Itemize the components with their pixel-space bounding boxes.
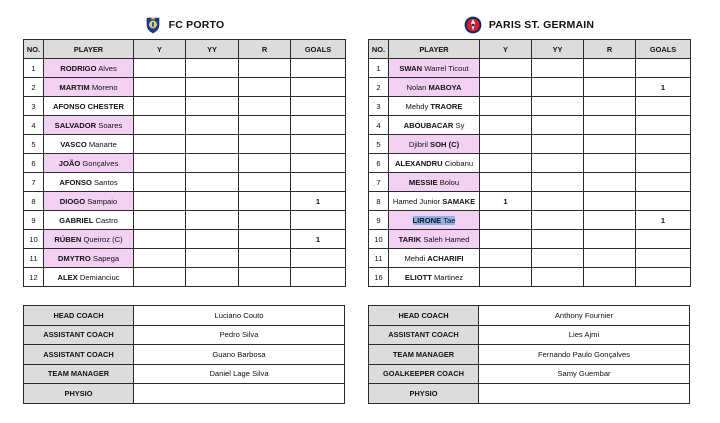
player-surname: DMYTRO <box>57 253 91 263</box>
player-given-name: Demianciuc <box>77 272 120 282</box>
player-row[interactable] <box>369 135 691 154</box>
player-surname: RÚBEN <box>54 234 82 244</box>
goals-cell[interactable] <box>636 173 691 192</box>
player-name-text <box>405 273 463 282</box>
red-card-cell[interactable] <box>584 211 636 230</box>
staff-name[interactable]: Anthony Fournier <box>479 306 690 326</box>
player-given-name: Ciobanu <box>442 158 474 168</box>
second-yellow-cell[interactable] <box>186 97 239 116</box>
player-name-text <box>406 102 463 111</box>
player-given-name: Gonçalves <box>80 158 119 168</box>
player-number: 1 <box>24 59 44 78</box>
player-name[interactable] <box>389 173 480 192</box>
yellow-card-cell[interactable] <box>480 249 532 268</box>
staff-row <box>24 325 345 345</box>
away-team-header <box>368 14 690 36</box>
player-name-text <box>54 235 122 244</box>
goals-cell[interactable] <box>291 97 346 116</box>
yellow-card-cell[interactable] <box>480 78 532 97</box>
yellow-card-cell[interactable] <box>480 230 532 249</box>
second-yellow-cell[interactable] <box>532 78 584 97</box>
player-row[interactable] <box>369 249 691 268</box>
player-given-name: Warrel Ticout <box>422 63 469 73</box>
home-players-table <box>23 39 346 287</box>
staff-name[interactable]: Lies Ajmi <box>479 325 690 345</box>
player-number: 6 <box>24 154 44 173</box>
goals-cell[interactable] <box>636 97 691 116</box>
staff-name[interactable] <box>479 384 690 404</box>
goals-cell[interactable] <box>291 116 346 135</box>
player-surname: SOH (C) <box>430 139 460 149</box>
player-name[interactable] <box>389 230 480 249</box>
player-name-text <box>406 83 461 92</box>
player-number: 5 <box>24 135 44 154</box>
player-number: 9 <box>369 211 389 230</box>
player-row[interactable] <box>369 211 691 230</box>
player-surname: RODRIGO <box>60 63 97 73</box>
player-name[interactable] <box>389 97 480 116</box>
player-given-name: Castro <box>93 215 118 225</box>
yellow-card-cell[interactable] <box>134 97 186 116</box>
col-header-y: Y <box>134 40 186 59</box>
player-name-text <box>413 216 456 225</box>
player-number: 3 <box>24 97 44 116</box>
player-name[interactable] <box>44 135 134 154</box>
player-surname: ALEX <box>57 272 78 282</box>
player-given-name: Bolou <box>437 177 460 187</box>
player-name[interactable] <box>389 116 480 135</box>
player-row[interactable] <box>24 154 346 173</box>
player-row[interactable] <box>369 78 691 97</box>
player-surname: ALEXANDRU <box>394 158 443 168</box>
player-name-text <box>60 64 117 73</box>
player-row[interactable] <box>369 59 691 78</box>
player-row[interactable] <box>24 249 346 268</box>
player-number: 16 <box>369 268 389 287</box>
player-first-name: Djibril <box>408 139 430 149</box>
goals-cell[interactable] <box>636 154 691 173</box>
second-yellow-cell[interactable] <box>532 59 584 78</box>
staff-role: PHYSIO <box>24 384 134 404</box>
second-yellow-cell[interactable] <box>186 154 239 173</box>
player-surname: ABOUBACAR <box>403 120 454 130</box>
player-surname: SAMAKE <box>442 196 476 206</box>
yellow-card-cell[interactable] <box>480 116 532 135</box>
player-given-name: Moreno <box>89 82 118 92</box>
red-card-cell[interactable] <box>584 249 636 268</box>
player-number: 6 <box>369 154 389 173</box>
player-number: 9 <box>24 211 44 230</box>
player-name[interactable] <box>389 249 480 268</box>
player-given-name: Santos <box>91 177 118 187</box>
player-name-text <box>60 197 117 206</box>
yellow-card-cell[interactable] <box>134 59 186 78</box>
staff-row <box>24 384 345 404</box>
staff-role: ASSISTANT COACH <box>369 325 479 345</box>
player-surname: MABOYA <box>428 82 462 92</box>
player-name[interactable] <box>389 78 480 97</box>
away-team-name: PARIS ST. GERMAIN <box>488 19 595 31</box>
red-card-cell[interactable] <box>584 192 636 211</box>
player-number: 7 <box>24 173 44 192</box>
second-yellow-cell[interactable] <box>186 249 239 268</box>
staff-name[interactable]: Fernando Paulo Gonçalves <box>479 345 690 365</box>
staff-role: HEAD COACH <box>369 306 479 326</box>
player-name-text <box>399 235 470 244</box>
player-name[interactable] <box>44 78 134 97</box>
yellow-card-cell[interactable] <box>480 211 532 230</box>
player-name[interactable] <box>44 97 134 116</box>
red-card-cell[interactable] <box>239 192 291 211</box>
player-surname: ACHARIFI <box>427 253 464 263</box>
player-surname: SWAN <box>399 63 423 73</box>
red-card-cell[interactable] <box>239 154 291 173</box>
yellow-card-cell[interactable] <box>134 211 186 230</box>
player-name-text <box>409 178 459 187</box>
player-surname: ELIOTT <box>404 272 432 282</box>
goals-cell[interactable]: 1 <box>291 192 346 211</box>
red-card-cell[interactable] <box>584 135 636 154</box>
staff-name[interactable]: Daniel Lage Silva <box>134 364 345 384</box>
player-number: 7 <box>369 173 389 192</box>
staff-name[interactable]: Samy Guembar <box>479 364 690 384</box>
goals-cell[interactable] <box>636 116 691 135</box>
away-staff-panel <box>368 305 690 404</box>
staff-name[interactable]: Guano Barbosa <box>134 345 345 365</box>
player-surname: DIOGO <box>59 196 86 206</box>
yellow-card-cell[interactable] <box>480 268 532 287</box>
player-name-text <box>404 254 463 263</box>
player-name-text <box>59 216 118 225</box>
goals-cell[interactable] <box>291 59 346 78</box>
player-name[interactable] <box>44 154 134 173</box>
second-yellow-cell[interactable] <box>186 173 239 192</box>
goals-cell[interactable] <box>636 268 691 287</box>
player-given-name: Sy <box>453 120 465 130</box>
player-given-name: Saleh Hamed <box>421 234 470 244</box>
red-card-cell[interactable] <box>584 230 636 249</box>
player-name[interactable] <box>44 173 134 192</box>
red-card-cell[interactable] <box>239 173 291 192</box>
player-given-name: Queiroz (C) <box>81 234 123 244</box>
red-card-cell[interactable] <box>584 59 636 78</box>
player-surname: JOÃO <box>58 158 81 168</box>
goals-cell[interactable] <box>291 268 346 287</box>
player-surname: AFONSO CHESTER <box>53 101 124 111</box>
red-card-cell[interactable] <box>584 268 636 287</box>
player-number: 2 <box>24 78 44 97</box>
staff-role: TEAM MANAGER <box>369 345 479 365</box>
player-number: 4 <box>369 116 389 135</box>
yellow-card-cell[interactable] <box>134 268 186 287</box>
second-yellow-cell[interactable] <box>186 230 239 249</box>
goals-cell[interactable] <box>636 192 691 211</box>
player-name[interactable] <box>389 135 480 154</box>
yellow-card-cell[interactable] <box>134 154 186 173</box>
player-name[interactable] <box>389 268 480 287</box>
yellow-card-cell[interactable] <box>134 173 186 192</box>
staff-role: TEAM MANAGER <box>24 364 134 384</box>
player-given-name: Martinez <box>431 272 464 282</box>
player-row[interactable] <box>369 97 691 116</box>
red-card-cell[interactable] <box>239 97 291 116</box>
player-number: 5 <box>369 135 389 154</box>
away-table-header-row <box>369 40 691 59</box>
staff-name[interactable]: Luciano Couto <box>134 306 345 326</box>
red-card-cell[interactable] <box>239 59 291 78</box>
goals-cell[interactable]: 1 <box>636 78 691 97</box>
player-name-text <box>59 83 117 92</box>
second-yellow-cell[interactable] <box>532 154 584 173</box>
staff-row <box>24 364 345 384</box>
second-yellow-cell[interactable] <box>186 192 239 211</box>
player-name[interactable] <box>44 59 134 78</box>
second-yellow-cell[interactable] <box>532 230 584 249</box>
col-header-yy: YY <box>186 40 239 59</box>
second-yellow-cell[interactable] <box>186 116 239 135</box>
red-card-cell[interactable] <box>584 116 636 135</box>
col-header-no: NO. <box>369 40 389 59</box>
staff-name[interactable] <box>134 384 345 404</box>
home-team-sheet <box>23 14 345 287</box>
player-name[interactable] <box>389 192 480 211</box>
staff-row <box>369 384 690 404</box>
player-name[interactable] <box>389 154 480 173</box>
second-yellow-cell[interactable] <box>186 59 239 78</box>
player-row[interactable] <box>24 135 346 154</box>
player-surname: SALVADOR <box>54 120 97 130</box>
player-surname: MARTIM <box>59 82 90 92</box>
player-first-name: Mehdi <box>404 253 428 263</box>
yellow-card-cell[interactable] <box>134 230 186 249</box>
player-row[interactable] <box>24 97 346 116</box>
col-header-player: PLAYER <box>44 40 134 59</box>
player-given-name: Sapega <box>90 253 120 263</box>
player-row[interactable] <box>369 154 691 173</box>
yellow-card-cell[interactable] <box>134 135 186 154</box>
fc-porto-crest-icon <box>144 16 162 34</box>
player-name[interactable] <box>389 59 480 78</box>
player-surname: LIRONE <box>412 215 442 225</box>
staff-row <box>369 306 690 326</box>
goals-cell[interactable] <box>291 173 346 192</box>
second-yellow-cell[interactable] <box>532 211 584 230</box>
player-number: 1 <box>369 59 389 78</box>
staff-row <box>24 306 345 326</box>
yellow-card-cell[interactable]: 1 <box>480 192 532 211</box>
player-name-text <box>59 178 117 187</box>
away-team-sheet <box>368 14 690 287</box>
yellow-card-cell[interactable] <box>480 173 532 192</box>
second-yellow-cell[interactable] <box>532 249 584 268</box>
yellow-card-cell[interactable] <box>480 154 532 173</box>
home-team-name: FC PORTO <box>168 19 225 31</box>
goals-cell[interactable] <box>291 78 346 97</box>
staff-row <box>369 345 690 365</box>
player-given-name: Manarte <box>86 139 117 149</box>
player-name[interactable] <box>44 211 134 230</box>
second-yellow-cell[interactable] <box>186 211 239 230</box>
col-header-goals: GOALS <box>636 40 691 59</box>
player-surname: GABRIEL <box>59 215 94 225</box>
player-name[interactable] <box>44 230 134 249</box>
player-name-text <box>409 140 459 149</box>
player-number: 10 <box>24 230 44 249</box>
red-card-cell[interactable] <box>239 116 291 135</box>
player-name-text <box>399 64 468 73</box>
yellow-card-cell[interactable] <box>480 97 532 116</box>
red-card-cell[interactable] <box>239 135 291 154</box>
player-surname: MESSIE <box>408 177 438 187</box>
psg-crest-icon <box>464 16 482 34</box>
second-yellow-cell[interactable] <box>532 268 584 287</box>
player-row[interactable] <box>24 59 346 78</box>
home-team-header <box>23 14 345 36</box>
player-name-text <box>58 254 119 263</box>
red-card-cell[interactable] <box>584 97 636 116</box>
red-card-cell[interactable] <box>584 78 636 97</box>
goals-cell[interactable] <box>636 230 691 249</box>
away-staff-table <box>368 305 690 404</box>
staff-role: ASSISTANT COACH <box>24 345 134 365</box>
yellow-card-cell[interactable] <box>134 249 186 268</box>
player-surname: TARIK <box>398 234 422 244</box>
goals-cell[interactable] <box>291 249 346 268</box>
player-row[interactable] <box>24 78 346 97</box>
player-name[interactable] <box>44 116 134 135</box>
player-name[interactable] <box>44 268 134 287</box>
yellow-card-cell[interactable] <box>134 116 186 135</box>
red-card-cell[interactable] <box>239 249 291 268</box>
player-name-text <box>55 121 123 130</box>
goals-cell[interactable] <box>636 249 691 268</box>
goals-cell[interactable]: 1 <box>291 230 346 249</box>
player-surname: TRAORE <box>430 101 463 111</box>
player-given-name: Tae <box>441 215 456 225</box>
home-table-header-row <box>24 40 346 59</box>
player-given-name: Sampaio <box>85 196 118 206</box>
col-header-r: R <box>239 40 291 59</box>
col-header-goals: GOALS <box>291 40 346 59</box>
second-yellow-cell[interactable] <box>532 97 584 116</box>
goals-cell[interactable] <box>636 135 691 154</box>
col-header-no: NO. <box>24 40 44 59</box>
yellow-card-cell[interactable] <box>480 59 532 78</box>
goals-cell[interactable] <box>636 59 691 78</box>
player-row[interactable] <box>369 230 691 249</box>
yellow-card-cell[interactable] <box>480 135 532 154</box>
home-staff-panel <box>23 305 345 404</box>
player-row[interactable] <box>369 116 691 135</box>
player-name-text <box>57 273 119 282</box>
player-number: 12 <box>24 268 44 287</box>
player-given-name: Soares <box>96 120 123 130</box>
red-card-cell[interactable] <box>239 78 291 97</box>
goals-cell[interactable] <box>291 154 346 173</box>
player-name[interactable] <box>389 211 480 230</box>
player-row[interactable] <box>24 173 346 192</box>
player-row[interactable] <box>24 192 346 211</box>
goals-cell[interactable]: 1 <box>636 211 691 230</box>
col-header-y: Y <box>480 40 532 59</box>
yellow-card-cell[interactable] <box>134 192 186 211</box>
staff-name[interactable]: Pedro Silva <box>134 325 345 345</box>
player-first-name: Mehdy <box>405 101 431 111</box>
player-first-name: Hamed Junior <box>392 196 443 206</box>
second-yellow-cell[interactable] <box>532 135 584 154</box>
second-yellow-cell[interactable] <box>186 78 239 97</box>
col-header-player: PLAYER <box>389 40 480 59</box>
second-yellow-cell[interactable] <box>532 173 584 192</box>
player-surname: AFONSO <box>59 177 92 187</box>
yellow-card-cell[interactable] <box>134 78 186 97</box>
away-players-table <box>368 39 691 287</box>
player-number: 4 <box>24 116 44 135</box>
player-first-name: Nolan <box>406 82 429 92</box>
player-given-name: Alves <box>96 63 117 73</box>
goals-cell[interactable] <box>291 211 346 230</box>
player-row[interactable] <box>24 230 346 249</box>
player-number: 11 <box>24 249 44 268</box>
player-number: 2 <box>369 78 389 97</box>
red-card-cell[interactable] <box>239 230 291 249</box>
player-number: 8 <box>24 192 44 211</box>
player-name-text <box>395 159 473 168</box>
home-staff-table <box>23 305 345 404</box>
player-row[interactable] <box>24 268 346 287</box>
player-name-text <box>393 197 475 206</box>
red-card-cell[interactable] <box>584 154 636 173</box>
player-row[interactable] <box>369 192 691 211</box>
player-name-text <box>60 140 116 149</box>
player-number: 10 <box>369 230 389 249</box>
player-row[interactable] <box>369 268 691 287</box>
player-number: 11 <box>369 249 389 268</box>
staff-role: ASSISTANT COACH <box>24 325 134 345</box>
player-surname: VASCO <box>60 139 87 149</box>
staff-row <box>369 325 690 345</box>
staff-role: PHYSIO <box>369 384 479 404</box>
red-card-cell[interactable] <box>239 268 291 287</box>
player-name-text <box>404 121 465 130</box>
second-yellow-cell[interactable] <box>186 135 239 154</box>
player-name[interactable] <box>44 192 134 211</box>
player-row[interactable] <box>24 116 346 135</box>
second-yellow-cell[interactable] <box>532 116 584 135</box>
col-header-yy: YY <box>532 40 584 59</box>
player-row[interactable] <box>369 173 691 192</box>
goals-cell[interactable] <box>291 135 346 154</box>
player-number: 3 <box>369 97 389 116</box>
staff-role: GOALKEEPER COACH <box>369 364 479 384</box>
player-number: 8 <box>369 192 389 211</box>
second-yellow-cell[interactable] <box>186 268 239 287</box>
staff-role: HEAD COACH <box>24 306 134 326</box>
col-header-r: R <box>584 40 636 59</box>
staff-row <box>369 364 690 384</box>
second-yellow-cell[interactable] <box>532 192 584 211</box>
staff-row <box>24 345 345 365</box>
player-name[interactable] <box>44 249 134 268</box>
player-row[interactable] <box>24 211 346 230</box>
player-name-text <box>59 159 119 168</box>
red-card-cell[interactable] <box>239 211 291 230</box>
player-name-text <box>53 102 124 111</box>
red-card-cell[interactable] <box>584 173 636 192</box>
